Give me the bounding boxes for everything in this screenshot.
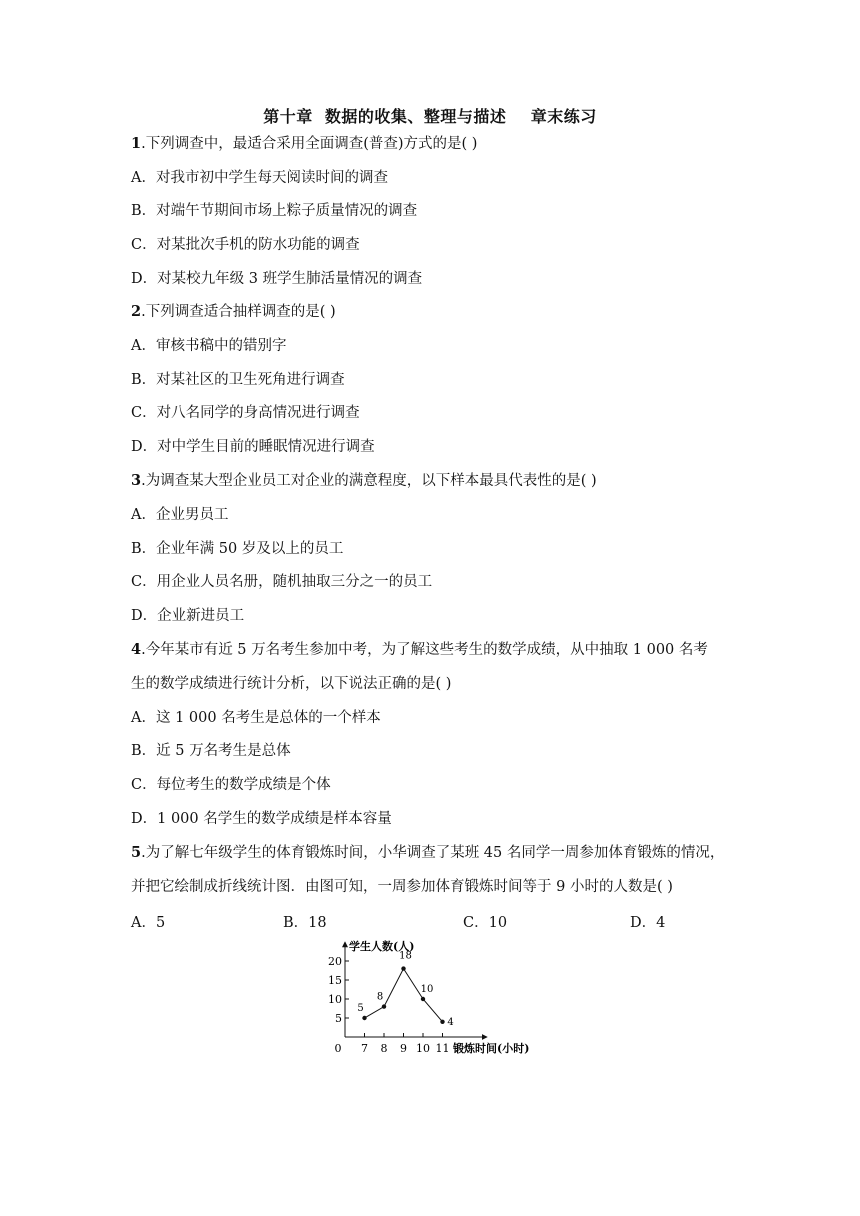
question-5-option-c: C．10 xyxy=(463,915,508,931)
question-2-stem xyxy=(131,302,336,322)
question-5-options xyxy=(131,911,731,931)
question-1-option-b: B．对端午节期间市场上粽子质量情况的调查 xyxy=(131,203,418,219)
question-4-stem-continued: 生的数学成绩进行统计分析，以下说法正确的是( ) xyxy=(131,676,452,692)
origin-label: 0 xyxy=(334,1042,342,1055)
question-5-option-a: A．5 xyxy=(131,915,166,931)
data-label: 8 xyxy=(376,991,384,1003)
question-3-option-d: D．企业新进员工 xyxy=(131,608,245,624)
question-number: 1 xyxy=(131,135,142,152)
question-4-stem xyxy=(131,640,708,660)
data-point xyxy=(382,1004,386,1008)
question-5-stem-continued: 并把它绘制成折线统计图．由图可知，一周参加体育锻炼时间等于 9 小时的人数是( ) xyxy=(131,879,673,895)
question-4-option-d: D．1 000 名学生的数学成绩是样本容量 xyxy=(131,811,392,827)
question-text: .下列调查适合抽样调查的是( ) xyxy=(141,304,336,320)
question-number: 2 xyxy=(131,303,142,320)
line-chart xyxy=(325,938,545,1060)
x-tick-label: 11 xyxy=(435,1042,450,1055)
data-label: 5 xyxy=(357,1003,364,1014)
y-tick-label: 5 xyxy=(335,1012,342,1025)
x-tick-label: 7 xyxy=(361,1042,368,1055)
data-point xyxy=(440,1020,444,1024)
question-4-option-a: A．这 1 000 名考生是总体的一个样本 xyxy=(131,710,381,726)
data-label: 18 xyxy=(399,950,412,962)
y-tick-label: 10 xyxy=(328,993,342,1006)
question-text: .今年某市有近 5 万名考生参加中考，为了解这些考生的数学成绩，从中抽取 1 000 名考 xyxy=(141,642,708,658)
data-label: 4 xyxy=(447,1016,454,1028)
question-text: .为了解七年级学生的体育锻炼时间，小华调查了某班 45 名同学一周参加体育锻炼的情况， xyxy=(141,845,725,861)
question-5-stem xyxy=(131,843,724,863)
y-tick-label: 15 xyxy=(328,974,342,987)
question-number: 3 xyxy=(131,472,142,489)
question-3-stem xyxy=(131,471,597,491)
y-tick-label: 20 xyxy=(328,955,342,968)
data-point xyxy=(362,1016,366,1020)
question-text: .为调查某大型企业员工对企业的满意程度，以下样本最具代表性的是( ) xyxy=(141,473,597,489)
question-1-option-a: A．对我市初中学生每天阅读时间的调查 xyxy=(131,170,388,186)
data-point xyxy=(401,966,405,970)
question-4-option-b: B．近 5 万名考生是总体 xyxy=(131,743,291,759)
question-5-option-d: D．4 xyxy=(630,915,666,931)
data-label: 10 xyxy=(420,984,434,995)
x-axis-label: 锻炼时间(小时) xyxy=(453,1042,530,1055)
data-point xyxy=(421,997,425,1001)
question-text: .下列调查中，最适合采用全面调查(普查)方式的是( ) xyxy=(141,136,478,152)
question-number: 5 xyxy=(131,844,142,861)
question-3-option-b: B．企业年满 50 岁及以上的员工 xyxy=(131,541,344,557)
question-number: 4 xyxy=(131,641,142,658)
question-2-option-d: D．对中学生目前的睡眠情况进行调查 xyxy=(131,439,375,455)
x-tick-label: 9 xyxy=(400,1042,407,1055)
question-1-stem xyxy=(131,134,477,154)
page-title: 第十章 数据的收集、整理与描述 章末练习 xyxy=(263,107,597,126)
question-3-option-a: A．企业男员工 xyxy=(131,507,229,523)
y-axis-label: 学生人数(人) xyxy=(349,940,415,953)
question-2-option-c: C．对八名同学的身高情况进行调查 xyxy=(131,405,360,421)
question-5-option-b: B．18 xyxy=(283,915,327,931)
question-3-option-c: C．用企业人员名册，随机抽取三分之一的员工 xyxy=(131,574,433,590)
question-1-option-c: C．对某批次手机的防水功能的调查 xyxy=(131,237,360,253)
x-tick-label: 10 xyxy=(416,1042,430,1055)
question-2-option-a: A．审核书稿中的错别字 xyxy=(131,338,287,354)
question-1-option-d: D．对某校九年级 3 班学生肺活量情况的调查 xyxy=(131,271,423,287)
question-2-option-b: B．对某社区的卫生死角进行调查 xyxy=(131,372,345,388)
question-4-option-c: C．每位考生的数学成绩是个体 xyxy=(131,777,331,793)
x-tick-label: 8 xyxy=(380,1042,388,1055)
